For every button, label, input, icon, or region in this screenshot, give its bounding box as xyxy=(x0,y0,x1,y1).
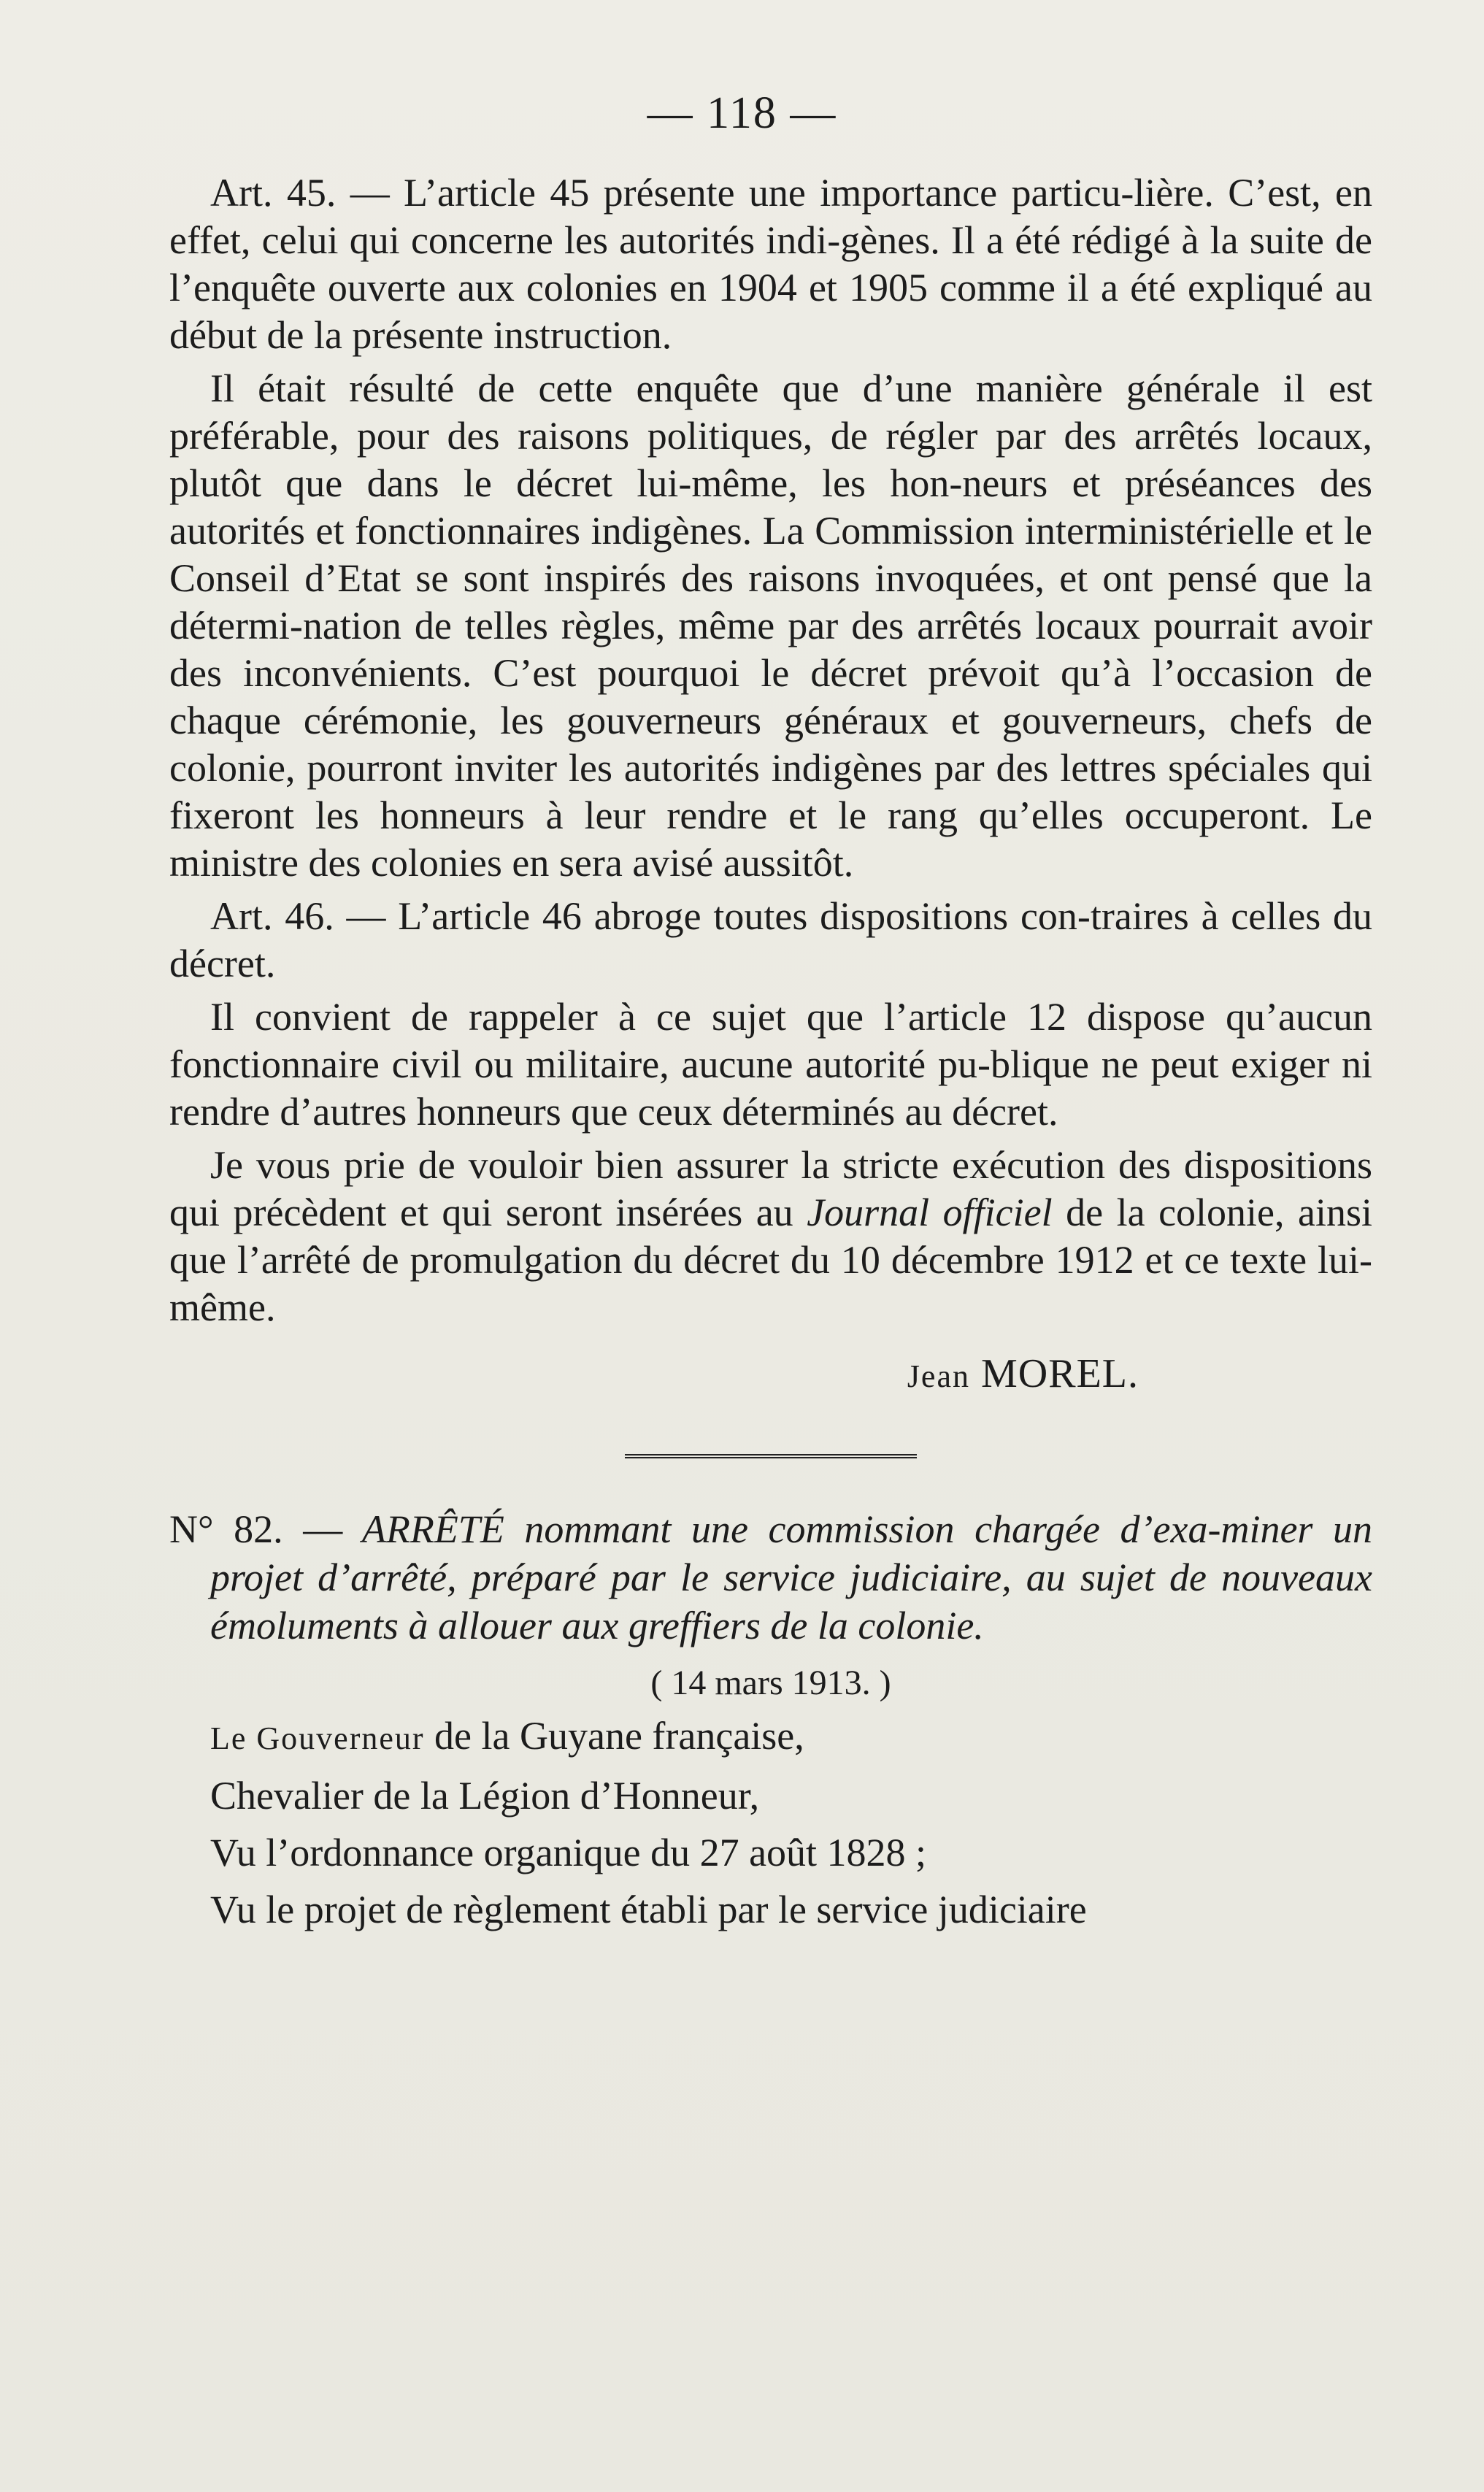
journal-officiel: Journal officiel xyxy=(807,1191,1053,1234)
vu-projet-line: Vu le projet de règlement établi par le service judiciaire xyxy=(210,1888,1087,1931)
decree-title xyxy=(169,1505,1372,1650)
chevalier-line: Chevalier de la Légion d’Honneur, xyxy=(210,1774,760,1818)
closing-text-before: Je vous prie de vouloir bien assurer la stricte exécution des dispositions qui précèdent et qui seront insérées au xyxy=(169,1143,1372,1234)
governor-line xyxy=(169,1710,1372,1764)
decree-title-text: ARRÊTÉ nommant une commission chargée d’exa-miner un projet d’arrêté, préparé par le service judiciaire, au sujet de nouveaux émoluments à allouer aux greffiers de la colonie. xyxy=(210,1507,1373,1647)
paragraph-article-46: Art. 46. — L’article 46 abroge toutes dispositions con-traires à celles du décret. xyxy=(169,894,1372,985)
page-number: — 118 — xyxy=(647,88,837,138)
signature-last-name: MOREL. xyxy=(981,1351,1139,1396)
decree-date: ( 14 mars 1913. ) xyxy=(650,1664,891,1702)
paragraph-article-12: Il convient de rappeler à ce sujet que l’article 12 dispose qu’aucun fonctionnaire civil ou militaire, aucune autorité pu-blique ne peut exiger ni rendre d’autres honneurs que ceux déterminés au décret. xyxy=(169,995,1372,1134)
closing-text-after: de la colonie, ainsi que l’arrêté de promulgation du décret du 10 décembre 1912 et ce texte lui-même. xyxy=(169,1191,1372,1329)
paragraph-closing xyxy=(169,1142,1372,1331)
signature-first-name: Jean xyxy=(907,1358,970,1394)
vu-ordonnance-line: Vu l’ordonnance organique du 27 août 1828 ; xyxy=(210,1831,927,1874)
signature xyxy=(169,1350,1372,1397)
paragraph-enquete: Il était résulté de cette enquête que d’une manière générale il est préférable, pour des raisons politiques, de régler par des arrêtés locaux, plutôt que dans le décret lui-même, les hon-neurs et préséances des autorités et fonctionnaires indigènes. La Commission interministérielle et le Conseil d’Etat se sont inspirés des raisons invoquées, et ont pensé que la détermi-nation de telles règles, même par des arrêtés locaux pourrait avoir des inconvénients. C’est pourquoi le décret prévoit qu’à l’occasion de chaque cérémonie, les gouverneurs généraux et gouverneurs, chefs de colonie, pourront inviter les autorités indigènes par des lettres spéciales qui fixeront les honneurs à leur rendre et le rang qu’elles occuperont. Le ministre des colonies en sera avisé aussitôt. xyxy=(169,366,1372,885)
paragraph-article-45: Art. 45. — L’article 45 présente une importance particu-lière. C’est, en effet, celui qui concerne les autorités indi-gènes. Il a été rédigé à la suite de l’enquête ouverte aux colonies en 1904 et 1905 comme il a été expliqué au début de la présente instruction. xyxy=(169,171,1372,357)
governor-title: Le Gouverneur xyxy=(210,1720,425,1756)
decree-number: N° 82. — xyxy=(169,1507,343,1551)
governor-rest: de la Guyane française, xyxy=(424,1714,804,1758)
section-divider xyxy=(625,1454,917,1458)
page-body xyxy=(169,169,1372,1935)
